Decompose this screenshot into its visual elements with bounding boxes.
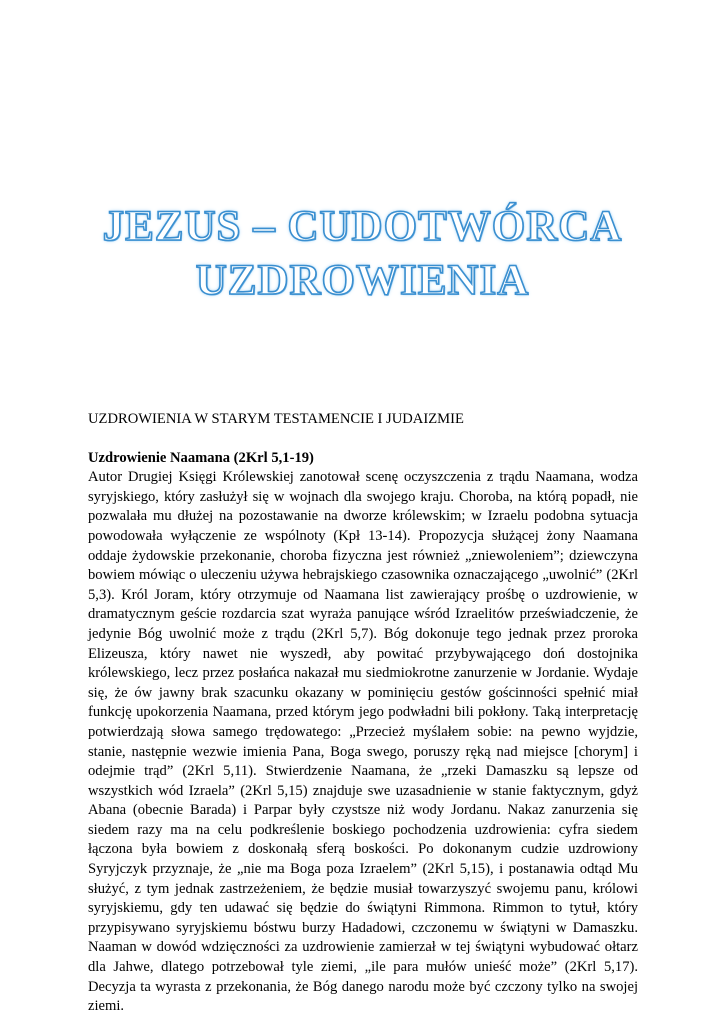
spacer (88, 430, 638, 449)
document-body (88, 410, 638, 1017)
section-heading: UZDROWIENIA W STARYM TESTAMENCIE I JUDAIZMIE (88, 411, 464, 427)
title-line-1: JEZUS – CUDOTWÓRCA (102, 203, 623, 250)
body-paragraph: Autor Drugiej Księgi Królewskiej zanotował scenę oczyszczenia z trądu Naamana, wodza syryjskiego, który zasłużył się w wojnach dla swojego kraju. Choroba, na którą popadł, nie pozwalała mu dłużej na pozostawanie na dworze królewskim; w Izraelu podobna sytuacja powodowała wyłączenie ze wspólnoty (Kpł 13-14). Propozycja służącej żony Naamana oddaje żydowskie przekonanie, choroba fizyczna jest również „zniewoleniem”; dziewczyna bowiem mówiąc o uleczeniu używa hebrajskiego czasownika oznaczającego „uwolnić” (2Krl 5,3). Król Joram, który otrzymuje od Naamana list zawierający prośbę o uzdrowienie, w dramatycznym geście rozdarcia szat wyraża panujące wśród Izraelitów przeświadczenie, że jedynie Bóg uwolnić może z trądu (2Krl 5,7). Bóg dokonuje tego jednak przez proroka Elizeusza, który nawet nie wyszedł, aby powitać przybywającego doń dostojnika królewskiego, lecz przez posłańca nakazał mu siedmiokrotne zanurzenie w Jordanie. Wydaje się, że ów jawny brak szacunku okazany w pominięciu gestów gościnności spełnić miał funkcję upokorzenia Naamana, przed którym jego podwładni bili pokłony. Taką interpretację potwierdzają słowa samego trędowatego: „Przecież myślałem sobie: na pewno wyjdzie, stanie, następnie wezwie imienia Pana, Boga swego, poruszy ręką nad miejsce [chorym] i odejmie trąd” (2Krl 5,11). Stwierdzenie Naamana, że „rzeki Damaszku są lepsze od wszystkich wód Izraela” (2Krl 5,15) znajduje swe uzasadnienie w stanie faktycznym, gdyż Abana (obecnie Barada) i Parpar były czystsze niż wody Jordanu. Nakaz zanurzenia się siedem razy ma na celu podkreślenie boskiego pochodzenia uzdrowienia: cyfra siedem łączona była bowiem z doskonałą sferą boskości. Po dokonanym cudzie uzdrowiony Syryjczyk przyznaje, że „nie ma Boga poza Izraelem” (2Krl 5,15), i postanawia odtąd Mu służyć, z tym jednak zastrzeżeniem, że będzie musiał towarzyszyć swojemu panu, królowi syryjskiemu, gdy ten udawać się będzie do świątyni Rimmona. Rimmon to tytuł, który przypisywano syryjskiemu bóstwu burzy Hadadowi, czczonemu w świątyni w Damaszku. Naaman w dowód wdzięczności za uzdrowienie zamierzał w tej świątyni wybudować ołtarz dla Jahwe, dlatego potrzebował tyle ziemi, „ile para mułów unieść może” (2Krl 5,17). Decyzja ta wyrasta z przekonania, że Bóg danego narodu może być czczony tylko na swojej ziemi. (88, 469, 638, 1015)
subheading: Uzdrowienie Naamana (2Krl 5,1-19) (88, 449, 314, 466)
title-line-2: UZDROWIENIA (195, 257, 530, 304)
document-title (0, 200, 725, 308)
